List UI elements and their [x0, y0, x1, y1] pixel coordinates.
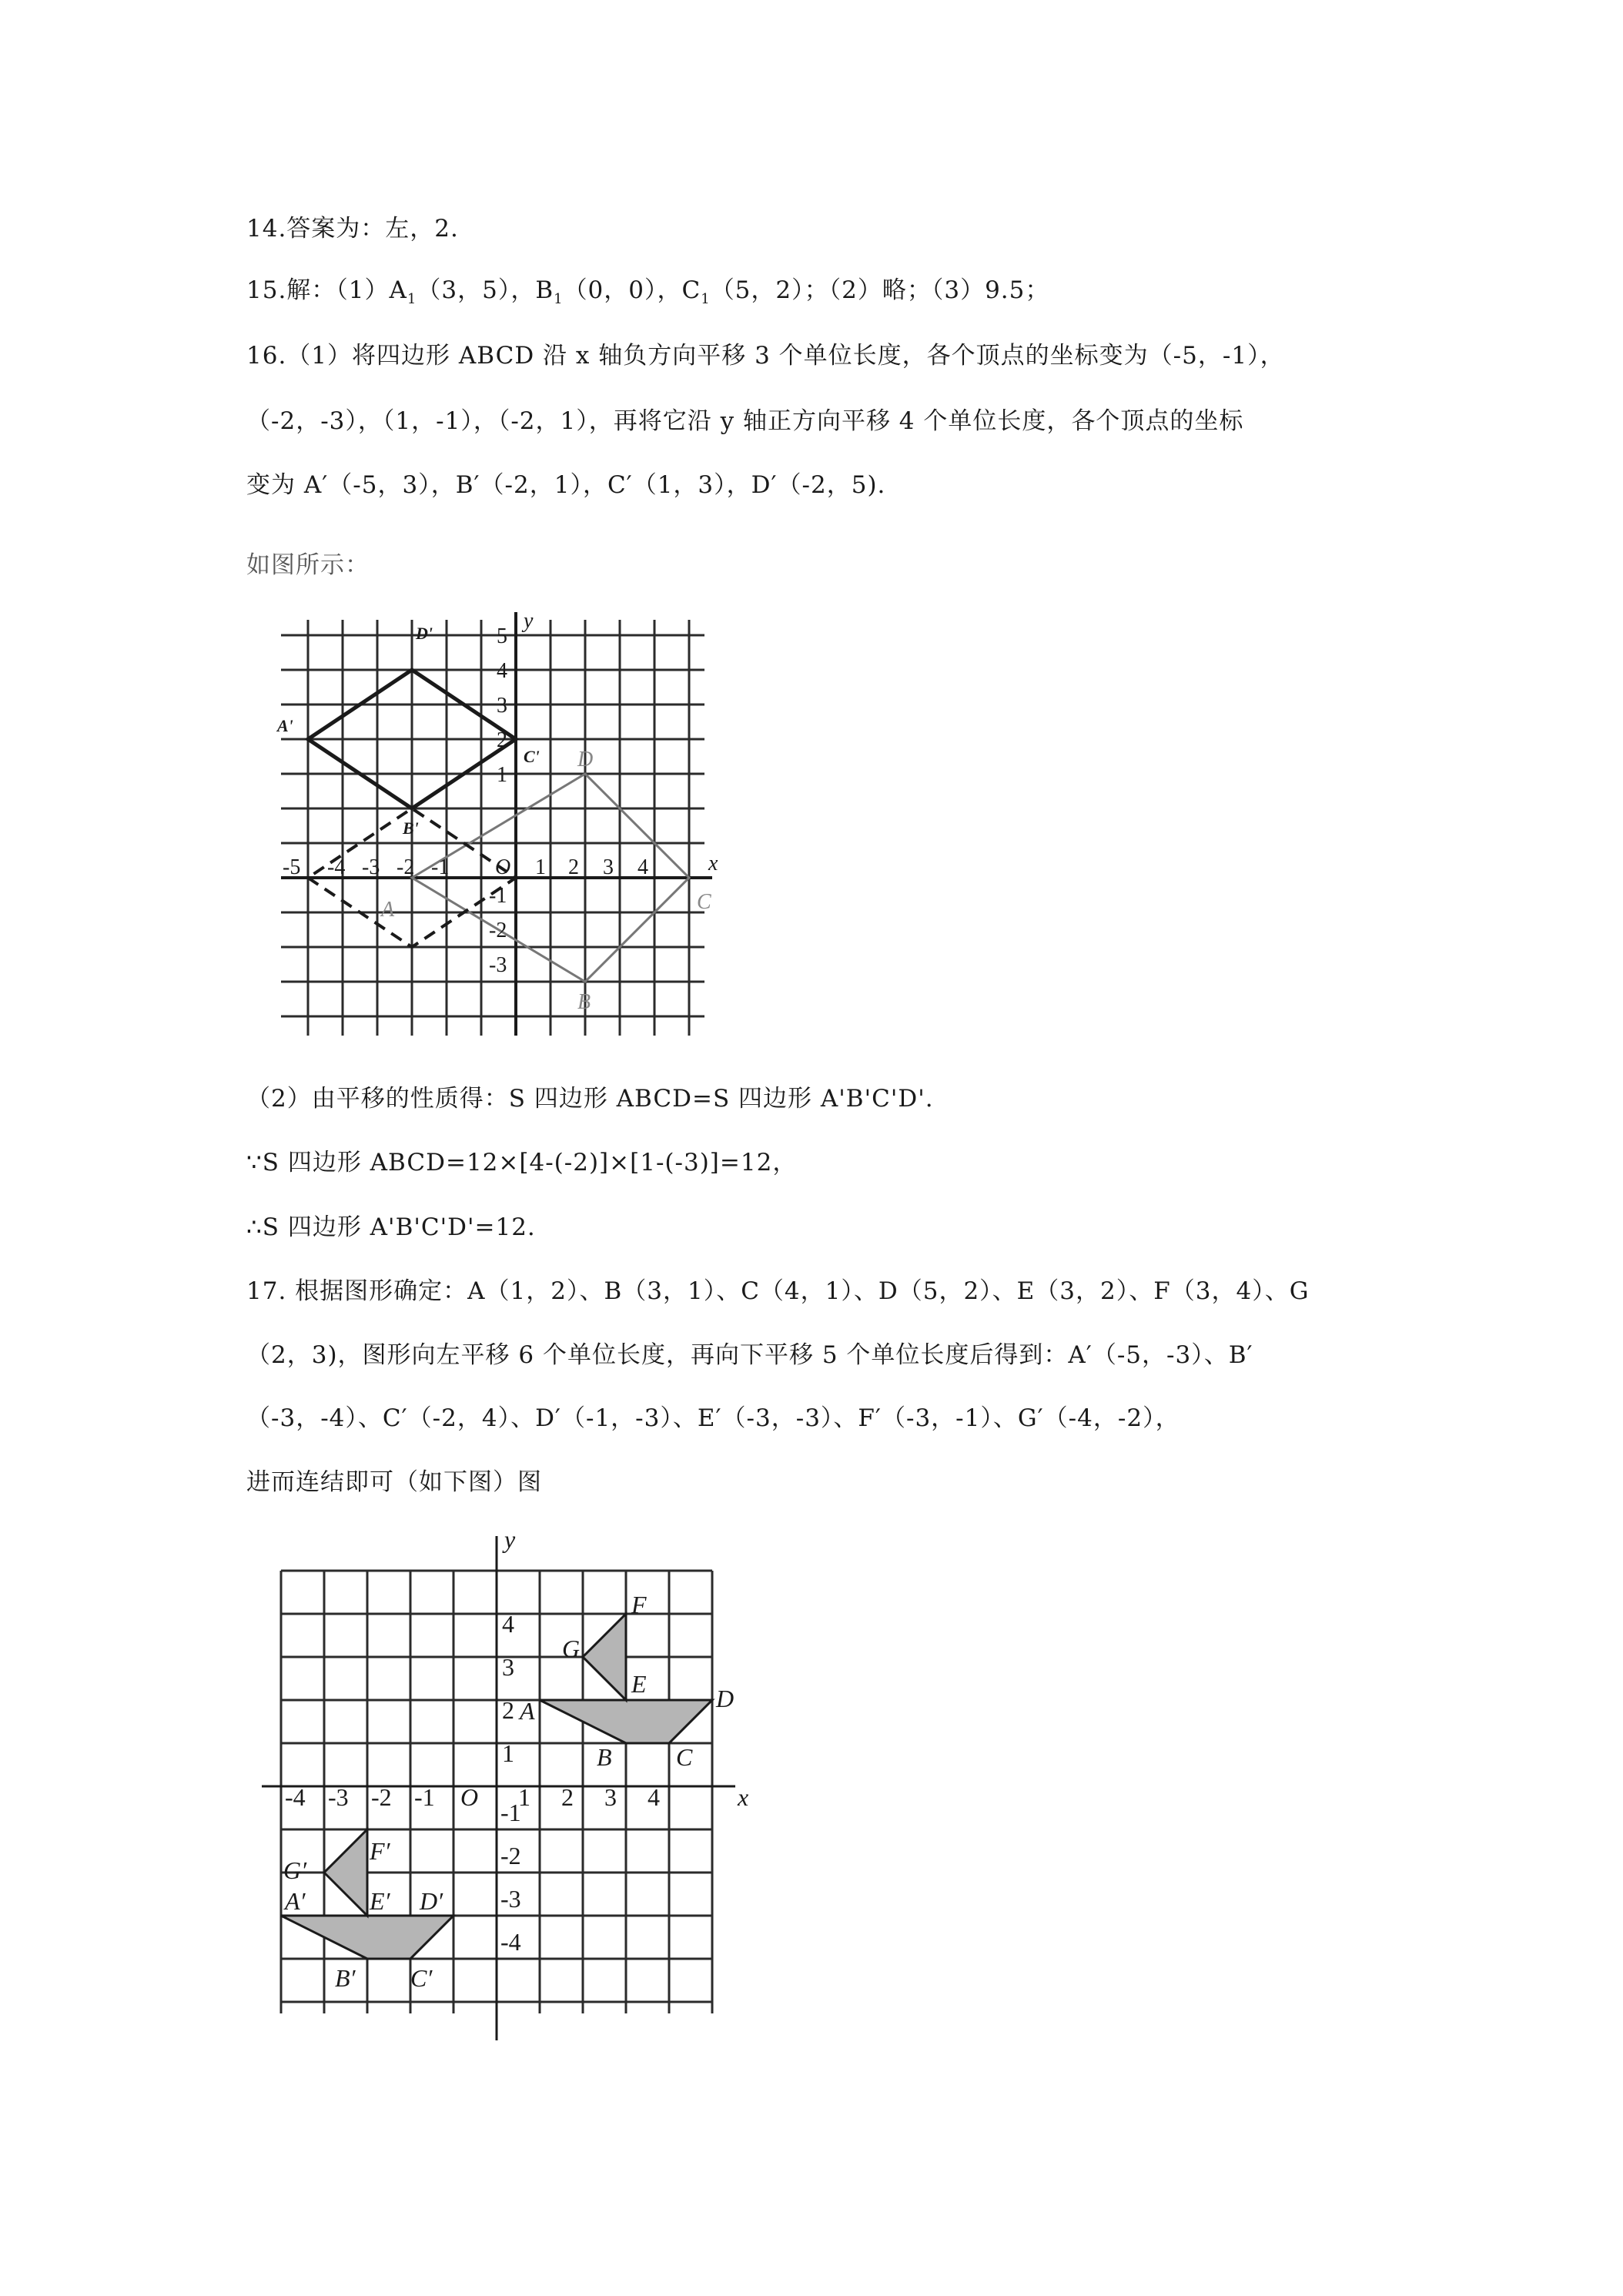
fig2-origin: O — [460, 1783, 479, 1811]
fig1-y-tick: -3 — [489, 953, 507, 977]
figure-caption: 如图所示： — [246, 551, 370, 579]
point-e: E — [631, 1670, 647, 1698]
answer-17-line1: 17. 根据图形确定：A（1，2）、B（3，1）、C（4，1）、D（5，2）、E（3，2）、F（3，4）、G — [246, 1277, 1310, 1305]
answer-16-line2: （-2，-3），（1，-1），（-2，1），再将它沿 y 轴正方向平移 4 个单位长度，各个顶点的坐标 — [246, 407, 1244, 435]
point-d-prime: D′ — [420, 1887, 443, 1915]
point-a: A — [381, 898, 395, 922]
fig1-y-tick: 5 — [497, 624, 507, 648]
point-f: F — [631, 1591, 647, 1618]
fig1-x-tick: -5 — [283, 855, 301, 879]
fig2-x-tick: 4 — [648, 1783, 660, 1811]
figure-2-translation-grid — [254, 1528, 762, 2044]
fig1-y-tick: -1 — [489, 884, 507, 908]
point-a-prime: A′ — [285, 1887, 306, 1915]
fig1-y-tick: 3 — [497, 694, 507, 718]
ship-flag — [583, 1614, 626, 1700]
ship-shape-translated — [281, 1916, 453, 1959]
fig1-x-tick: 2 — [568, 855, 579, 879]
a1-subscript: 1 — [407, 291, 417, 308]
answer-16-part2: （2）由平移的性质得：S 四边形 ABCD=S 四边形 A'B'C'D'. — [246, 1085, 934, 1113]
answer-15-part4: （5，2）；（2）略；（3）9.5； — [710, 276, 1050, 304]
figure-1-translation-grid — [266, 608, 728, 1039]
answer-16-conclusion: ∴S 四边形 A'B'C'D'=12. — [246, 1213, 536, 1241]
fig2-x-tick: -3 — [328, 1783, 349, 1811]
fig1-y-tick: 1 — [497, 763, 507, 787]
answer-16-area: ∵S 四边形 ABCD=12×[4-(-2)]×[1-(-3)]=12， — [246, 1149, 798, 1176]
point-b-prime: B' — [403, 818, 419, 838]
fig2-y-tick: 3 — [502, 1653, 514, 1681]
point-g-prime: G′ — [283, 1856, 307, 1884]
fig1-x-tick: 1 — [535, 855, 546, 879]
fig1-x-label: x — [708, 852, 718, 875]
fig1-y-tick: -2 — [489, 919, 507, 942]
fig2-y-tick: -4 — [500, 1928, 521, 1956]
point-c: C — [676, 1743, 693, 1771]
point-e-prime: E′ — [370, 1887, 390, 1915]
fig2-y-tick: -1 — [500, 1799, 521, 1826]
answer-15-part2: （3，5），B — [417, 276, 554, 304]
fig1-origin: O — [495, 855, 511, 879]
point-c: C — [697, 890, 711, 914]
answer-15 — [246, 273, 1401, 316]
fig2-y-tick: 2 — [502, 1696, 514, 1724]
fig1-x-tick: 3 — [603, 855, 614, 879]
fig1-x-tick: -3 — [362, 855, 380, 879]
fig2-x-tick: -4 — [285, 1783, 306, 1811]
point-f-prime: F′ — [370, 1837, 390, 1865]
fig1-x-tick: -1 — [431, 855, 450, 879]
answer-17-line2: （2，3)，图形向左平移 6 个单位长度，再向下平移 5 个单位长度后得到：A′（-5，-3）、B′ — [246, 1341, 1253, 1369]
fig2-y-tick: 4 — [502, 1610, 514, 1638]
point-d: D — [577, 748, 594, 771]
answer-15-part3: （0，0），C — [563, 276, 701, 304]
fig1-y-label: y — [524, 609, 534, 633]
ship-flag-translated — [324, 1829, 367, 1916]
fig1-y-tick: 4 — [497, 659, 507, 683]
fig2-x-tick: -2 — [371, 1783, 392, 1811]
fig2-y-tick: 1 — [502, 1739, 514, 1767]
answer-16-line1: 16.（1）将四边形 ABCD 沿 x 轴负方向平移 3 个单位长度，各个顶点的坐标变为（-5，-1）， — [246, 342, 1285, 370]
answer-14: 14.答案为：左，2. — [246, 215, 459, 243]
fig2-x-label: x — [738, 1783, 749, 1811]
fig2-x-tick: -1 — [414, 1783, 435, 1811]
answer-15-part1: 15.解：（1）A — [246, 276, 407, 304]
point-a-prime: A' — [277, 716, 293, 735]
fig2-x-tick: 1 — [518, 1783, 530, 1811]
fig2-x-tick: 3 — [604, 1783, 617, 1811]
point-g: G — [562, 1635, 581, 1662]
answer-16-line3: 变为 A′（-5，3），B′（-2，1），C′（1，3），D′（-2，5). — [246, 471, 886, 499]
fig2-y-tick: -3 — [500, 1885, 521, 1913]
point-b: B — [597, 1743, 612, 1771]
b1-subscript: 1 — [554, 291, 564, 308]
c1-subscript: 1 — [701, 291, 711, 308]
answer-17-line3: （-3，-4）、C′（-2，4）、D′（-1，-3）、E′（-3，-3）、F′（-3，-1）、G′（-4，-2）， — [246, 1404, 1180, 1432]
fig1-x-tick: 4 — [637, 855, 648, 879]
point-b-prime: B′ — [335, 1964, 356, 1992]
point-a: A — [520, 1697, 535, 1725]
point-b: B — [577, 990, 591, 1014]
point-d: D — [716, 1685, 735, 1712]
answer-17-line4: 进而连结即可（如下图）图 — [246, 1468, 542, 1496]
fig1-y-tick: 2 — [497, 728, 507, 752]
point-c-prime: C' — [524, 747, 540, 766]
point-c-prime: C′ — [410, 1964, 433, 1992]
fig1-x-tick: -2 — [397, 855, 415, 879]
point-d-prime: D' — [416, 624, 433, 643]
ship-shape — [540, 1700, 712, 1743]
fig2-y-label: y — [504, 1528, 516, 1553]
fig1-x-tick: -4 — [327, 855, 346, 879]
fig2-x-tick: 2 — [561, 1783, 574, 1811]
fig2-y-tick: -2 — [500, 1842, 521, 1869]
